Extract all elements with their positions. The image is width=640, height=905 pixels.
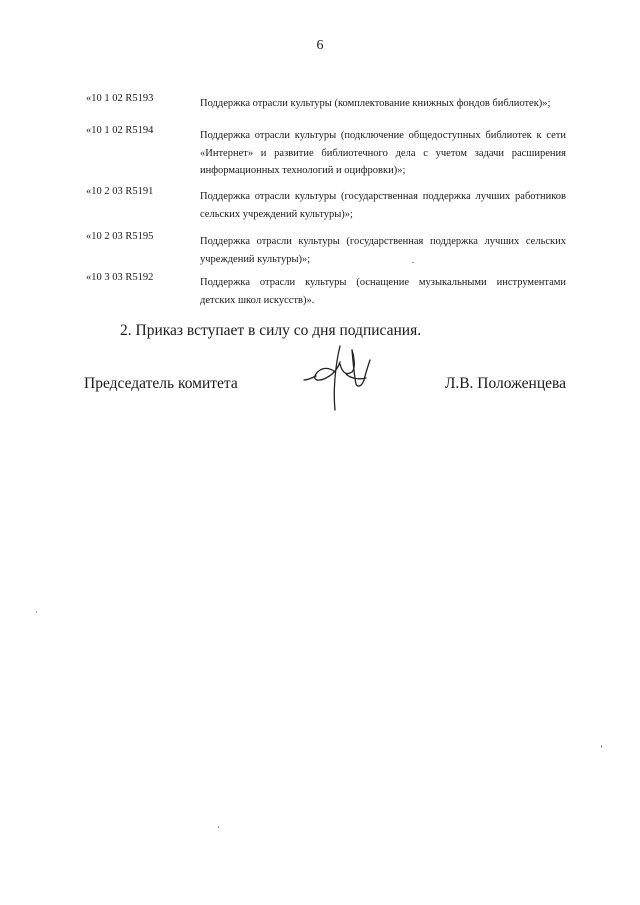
budget-code: «10 1 02 R5194 <box>86 125 154 136</box>
description-line: Поддержка отрасли культуры (подключение общедоступных библиотек к сети <box>200 130 566 141</box>
handwritten-signature <box>302 342 380 414</box>
signatory-name: Л.В. Положенцева <box>444 375 566 392</box>
scan-speck <box>36 611 37 613</box>
budget-code-entry <box>86 185 566 230</box>
budget-code-description <box>200 233 566 268</box>
budget-code-entry <box>86 92 566 124</box>
description-line: информационных технологий и оцифровки)»; <box>200 165 406 176</box>
description-line: «Интернет» и развитие библиотечного дела с учетом задачи расширения <box>200 147 566 159</box>
budget-code-description <box>200 127 566 180</box>
description-line: Поддержка отрасли культуры (государственная поддержка лучших сельских <box>200 236 566 247</box>
budget-code-entry <box>86 271 566 311</box>
description-line: учреждений культуры)»; <box>200 253 311 265</box>
budget-code: «10 1 02 R5193 <box>86 93 154 104</box>
page-number: 6 <box>316 38 324 53</box>
budget-code: «10 3 03 R5192 <box>86 272 154 283</box>
description-line: сельских учреждений культуры)»; <box>200 208 353 220</box>
scan-speck <box>412 262 414 263</box>
budget-code-description <box>200 274 566 309</box>
description-line: Поддержка отрасли культуры (государственная поддержка лучших работников <box>200 191 566 202</box>
budget-code-entry <box>86 124 566 185</box>
description-line: Поддержка отрасли культуры (оснащение музыкальными инструментами <box>200 277 566 288</box>
budget-code: «10 2 03 R5191 <box>86 186 154 197</box>
signatory-position: Председатель комитета <box>84 375 238 392</box>
budget-code-list <box>86 92 566 311</box>
scan-speck <box>601 745 602 748</box>
budget-code: «10 2 03 R5195 <box>86 231 154 242</box>
budget-code-entry <box>86 230 566 271</box>
scan-speck <box>218 826 219 828</box>
budget-code-description <box>200 188 566 223</box>
budget-code-description <box>200 95 566 113</box>
description-line: Поддержка отрасли культуры (комплектование книжных фондов библиотек)»; <box>200 98 551 109</box>
description-line: детских школ искусств)». <box>200 294 315 306</box>
order-clause: 2. Приказ вступает в силу со дня подписания. <box>120 322 422 339</box>
